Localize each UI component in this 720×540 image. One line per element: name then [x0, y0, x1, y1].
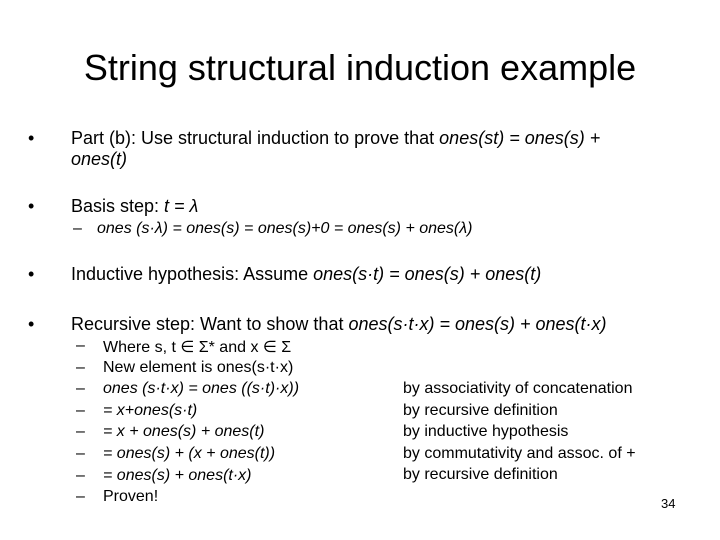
inductive-text [71, 264, 541, 285]
dash-glyph: – [76, 337, 85, 354]
bullet-dot: • [28, 196, 35, 216]
part-b-prefix: Part (b): Use structural induction to prove that [71, 128, 440, 148]
justifications-list [403, 380, 636, 488]
inductive-label: Inductive hypothesis: Assume [71, 264, 314, 284]
dash-glyph: – [76, 380, 85, 398]
dash-glyph: – [76, 401, 85, 419]
slide-title: String structural induction example [83, 47, 637, 88]
step-text: = x + ones(s) + ones(t) [103, 423, 265, 441]
basis-equation: ones (s·λ) = ones(s) = ones(s)+0 = ones(s) + ones(λ) [97, 220, 473, 237]
part-b-math-2: ones(t) [71, 149, 128, 169]
dash-glyph: – [76, 444, 85, 462]
basis-step-text [71, 196, 198, 217]
basis-label: Basis step: [71, 196, 165, 216]
recursive-text [71, 314, 607, 335]
justification: by recursive definition [403, 401, 558, 419]
dash-glyph: – [76, 488, 85, 506]
justification: by inductive hypothesis [403, 423, 569, 441]
part-b-line1 [71, 128, 600, 149]
inductive-math: ones(s·t) = ones(s) + ones(t) [313, 264, 542, 284]
bullet-dot: • [28, 314, 35, 334]
step-text: New element is ones(s·t·x) [103, 358, 294, 376]
justification: by commutativity and assoc. of + [403, 444, 636, 462]
page-number: 34 [661, 496, 676, 511]
step-text: Proven! [103, 488, 159, 506]
recursive-label: Recursive step: Want to show that [71, 314, 349, 334]
justification: by associativity of concatenation [403, 380, 633, 397]
step-text: = ones(s) + ones(t·x) [103, 466, 252, 484]
step-text: Where s, t ∈ Σ* and x ∈ Σ [103, 339, 292, 356]
dash-glyph: – [73, 220, 82, 237]
justification: by recursive definition [403, 466, 558, 484]
recursive-math: ones(s·t·x) = ones(s) + ones(t·x) [348, 314, 607, 334]
basis-math: t = λ [164, 196, 199, 216]
part-b-line2 [71, 149, 127, 170]
dash-glyph: – [76, 358, 85, 376]
dash-glyph: – [76, 466, 85, 484]
step-text: = x+ones(s·t) [103, 401, 198, 419]
bullet-dot: • [28, 128, 35, 148]
step-text: = ones(s) + (x + ones(t)) [103, 444, 276, 462]
part-b-math-1: ones(st) = ones(s) + [439, 128, 601, 148]
step-text: ones (s·t·x) = ones ((s·t)·x)) [103, 380, 300, 398]
dash-glyph: – [76, 423, 85, 441]
bullet-dot: • [28, 264, 35, 284]
